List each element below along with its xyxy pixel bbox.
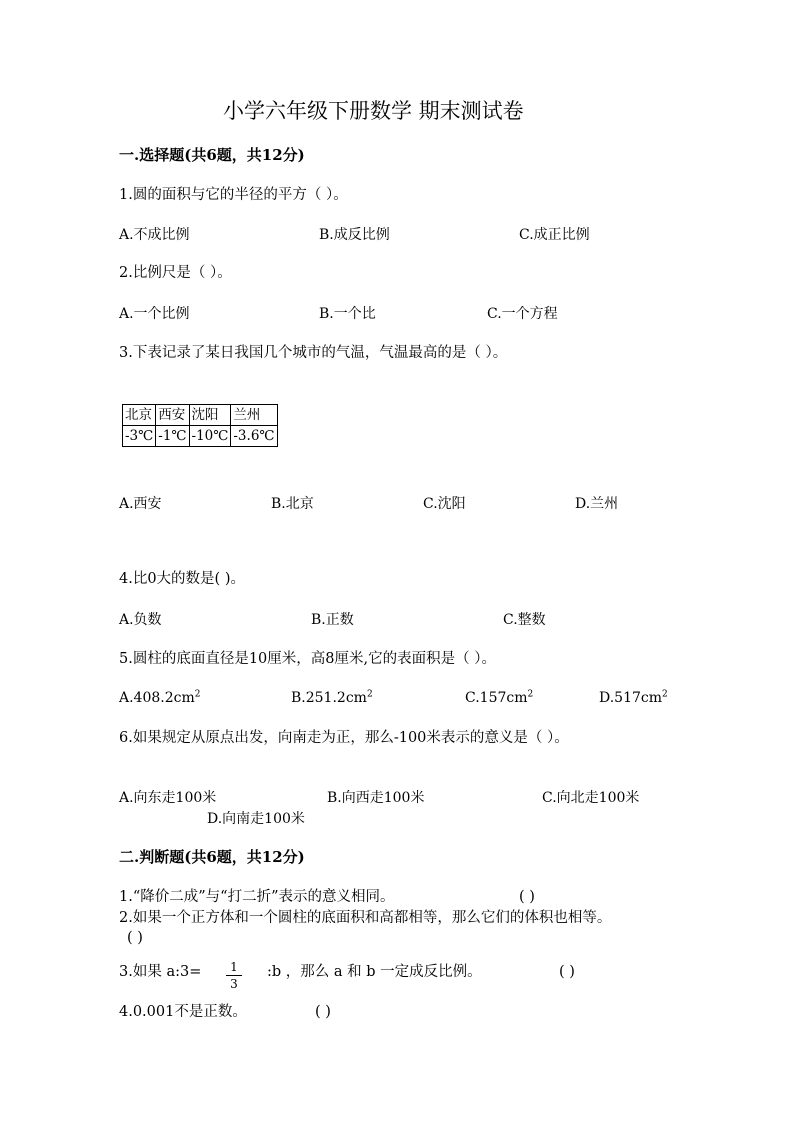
judgment-3-paren: ( ) [559, 964, 575, 980]
section-heading-judgment: 二.判断题(共6题，共12分) [119, 848, 305, 866]
superscript: 2 [527, 689, 534, 700]
question-1-text: 1.圆的面积与它的半径的平方（ ）。 [119, 187, 348, 203]
judgment-4-paren: ( ) [315, 1004, 331, 1020]
question-5-option-a [119, 691, 201, 705]
question-3-option-a: A.西安 [119, 496, 162, 512]
question-4-text: 4.比0大的数是( )。 [119, 571, 245, 587]
question-2-option-a: A.一个比例 [119, 306, 190, 322]
judgment-3-suffix: :b ，那么 a 和 b 一定成反比例。 [267, 964, 482, 980]
question-3-option-d: D.兰州 [575, 496, 619, 512]
question-5-text: 5.圆柱的底面直径是10厘米，高8厘米,它的表面积是（ ）。 [119, 651, 496, 667]
table-cell: -3.6℃ [231, 426, 277, 447]
superscript: 2 [366, 689, 373, 700]
question-1-option-c: C.成正比例 [519, 227, 590, 243]
judgment-3-prefix: 3.如果 a:3= [119, 964, 202, 980]
question-1-option-a: A.不成比例 [119, 227, 190, 243]
judgment-1-text: 1.“降价二成”与“打二折”表示的意义相同。 [119, 889, 395, 905]
judgment-1-paren: ( ) [519, 889, 535, 905]
option-text: B.251.2cm [291, 690, 367, 706]
question-5-option-c [465, 691, 533, 705]
question-6-option-a: A.向东走100米 [119, 790, 217, 806]
option-text: A.408.2cm [119, 690, 195, 706]
question-4-option-a: A.负数 [119, 612, 162, 628]
question-2-text: 2.比例尺是（ ）。 [119, 265, 232, 281]
judgment-2-paren: ( ) [127, 930, 143, 946]
table-cell: -10℃ [189, 426, 231, 447]
table-cell: 沈阳 [189, 405, 231, 426]
question-6-option-d: D.向南走100米 [207, 811, 305, 827]
table-cell: -3℃ [123, 426, 156, 447]
table-cell: 北京 [123, 405, 156, 426]
judgment-4-text: 4.0.001不是正数。 [119, 1004, 247, 1020]
question-6-option-c: C.向北走100米 [542, 790, 640, 806]
table-cell: 兰州 [231, 405, 277, 426]
question-3-option-b: B.北京 [271, 496, 314, 512]
question-1-option-b: B.成反比例 [319, 227, 390, 243]
page-title: 小学六年级下册数学 期末测试卷 [223, 99, 524, 123]
question-5-option-d [599, 691, 668, 705]
question-6-text: 6.如果规定从原点出发，向南走为正，那么-100米表示的意义是（ ）。 [119, 730, 569, 746]
fraction-bar [226, 975, 242, 976]
question-2-option-c: C.一个方程 [487, 306, 558, 322]
question-4-option-b: B.正数 [311, 612, 354, 628]
question-4-option-c: C.整数 [503, 612, 546, 628]
section-heading-choice: 一.选择题(共6题，共12分) [119, 146, 305, 164]
judgment-2-text: 2.如果一个正方体和一个圆柱的底面积和高都相等，那么它们的体积也相等。 [119, 910, 612, 926]
fraction-numerator: 1 [230, 960, 238, 974]
superscript: 2 [194, 689, 201, 700]
question-3-option-c: C.沈阳 [423, 496, 466, 512]
question-2-option-b: B.一个比 [319, 306, 376, 322]
question-6-option-b: B.向西走100米 [327, 790, 425, 806]
fraction-one-third [226, 960, 242, 991]
table-cell: 西安 [156, 405, 189, 426]
fraction-denominator: 3 [230, 977, 238, 991]
superscript: 2 [662, 689, 668, 700]
question-3-text: 3.下表记录了某日我国几个城市的气温，气温最高的是（ ）。 [119, 345, 508, 361]
question-5-option-b [291, 691, 373, 705]
temperature-table [122, 404, 278, 447]
table-row-temps [123, 426, 278, 447]
table-row-cities [123, 405, 278, 426]
table-cell: -1℃ [156, 426, 189, 447]
option-text: C.157cm [465, 690, 528, 706]
option-text: D.517cm [599, 690, 663, 706]
